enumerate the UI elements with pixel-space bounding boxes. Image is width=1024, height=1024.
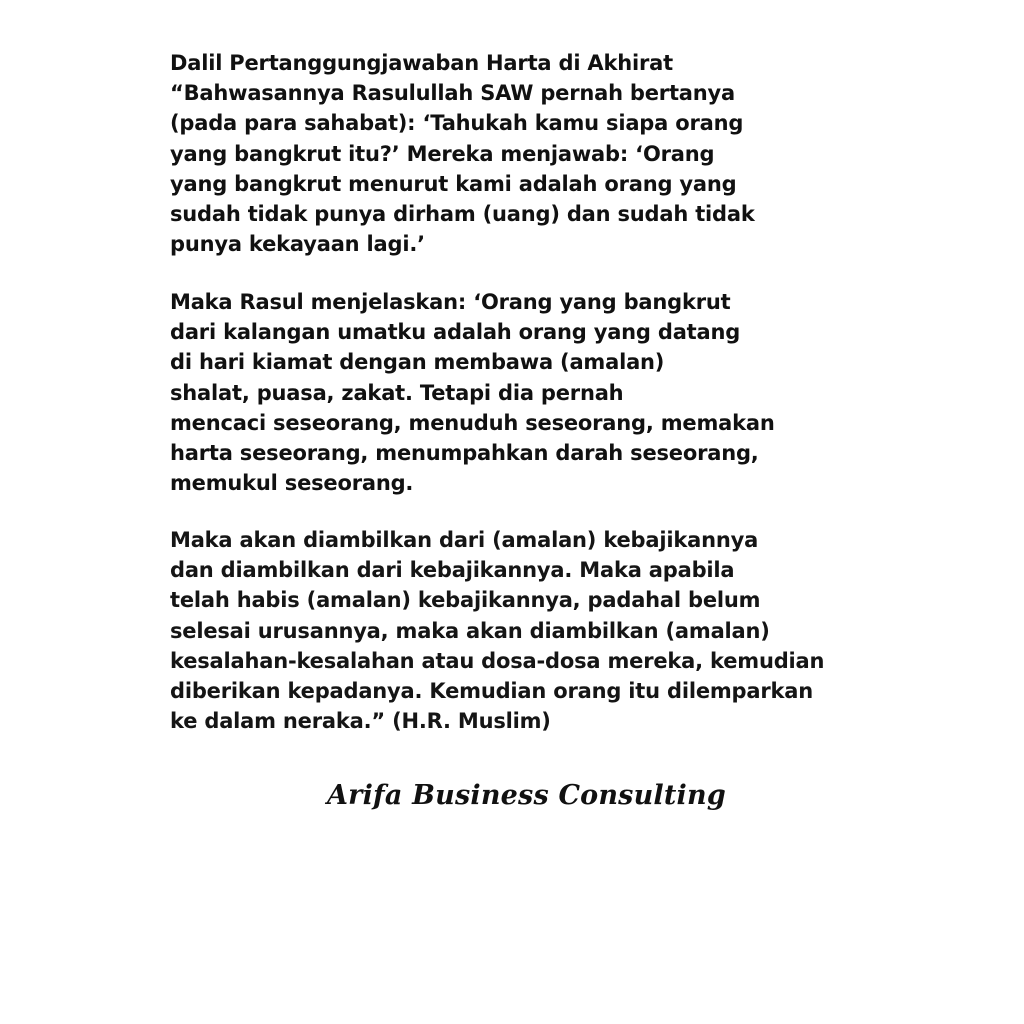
paragraph-line: diberikan kepadanya. Kemudian orang itu dilemparkan (170, 679, 813, 704)
paragraph-line: sudah tidak punya dirham (uang) dan sudah tidak (170, 202, 755, 227)
paragraph-line: memukul seseorang. (170, 471, 414, 496)
paragraph-line: telah habis (amalan) kebajikannya, padahal belum (170, 588, 761, 613)
paragraph-line: dari kalangan umatku adalah orang yang datang (170, 320, 741, 345)
paragraph-line: Maka akan diambilkan dari (amalan) kebajikannya (170, 528, 759, 552)
paragraph-line: (pada para sahabat): ‘Tahukah kamu siapa orang (170, 111, 744, 136)
paragraph-line: Maka Rasul menjelaskan: ‘Orang yang bangkrut (170, 290, 731, 314)
signature-brand: Arifa Business Consulting (327, 780, 726, 811)
paragraph-line: punya kekayaan lagi.’ (170, 232, 425, 257)
paragraph-line: dan diambilkan dari kebajikannya. Maka apabila (170, 558, 735, 583)
paragraph-title-and-question (170, 48, 755, 259)
paragraph-line: harta seseorang, menumpahkan darah seseorang, (170, 441, 759, 466)
paragraph-line: mencaci seseorang, menuduh seseorang, memakan (170, 410, 775, 435)
paragraph-explanation (170, 287, 775, 498)
paragraph-line: ke dalam neraka.” (H.R. Muslim) (170, 709, 551, 734)
paragraph-line: selesai urusannya, maka akan diambilkan (amalan) (170, 618, 770, 643)
paragraph-line: yang bangkrut itu?’ Mereka menjawab: ‘Orang (170, 141, 715, 166)
paragraph-line: yang bangkrut menurut kami adalah orang yang (170, 171, 737, 196)
paragraph-line: kesalahan-kesalahan atau dosa-dosa mereka, kemudian (170, 648, 825, 673)
paragraph-line: shalat, puasa, zakat. Tetapi dia pernah (170, 380, 624, 405)
paragraph-consequence (170, 525, 824, 736)
paragraph-line: di hari kiamat dengan membawa (amalan) (170, 350, 665, 375)
paragraph-line: Dalil Pertanggungjawaban Harta di Akhirat (170, 51, 673, 75)
paragraph-line: “Bahwasannya Rasulullah SAW pernah bertanya (170, 81, 735, 106)
